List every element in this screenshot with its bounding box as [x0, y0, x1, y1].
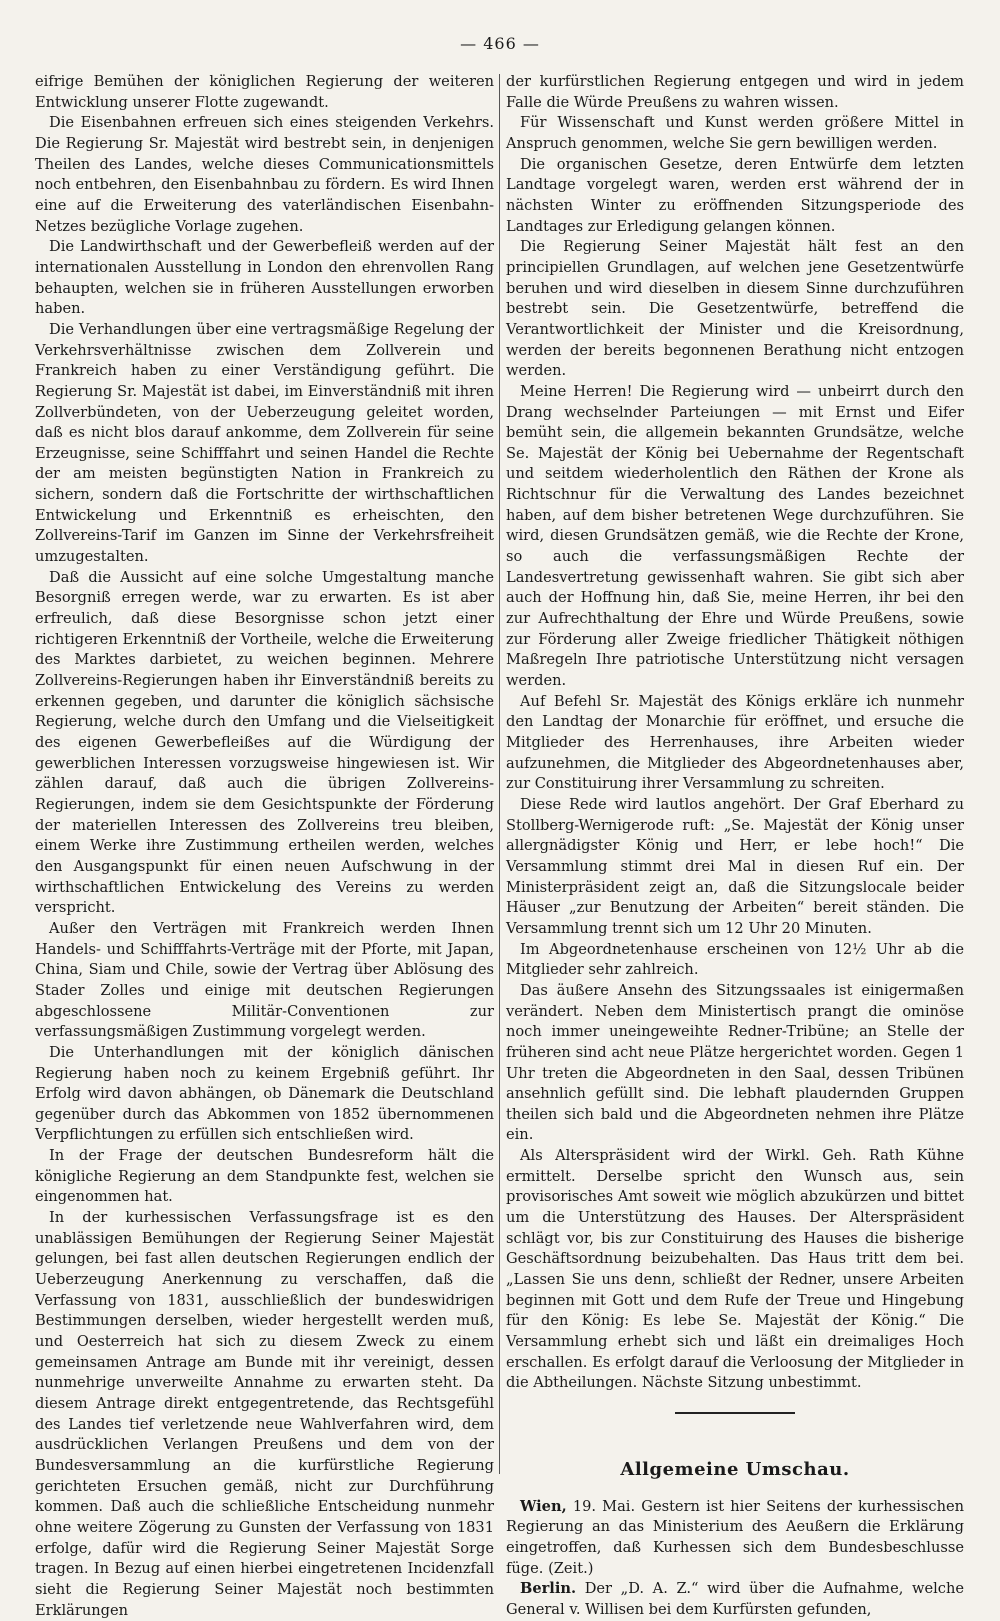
paragraph: Meine Herren! Die Regierung wird — unbeirrt durch den Drang wechselnder Parteiungen — mit Ernst und Eifer bemüht sein, die allgemein bekannten Grundsätze, welche Se. Majestät der König bei Uebernahme der Regentschaft und seitdem wiederholentlich den Räthen der Krone als Richtschnur für die Verwaltung des Landes bezeichnet haben, auf dem bisher betretenen Wege durchzuführen. Sie wird, diesen Grundsätzen gemäß, wie die Rechte der Krone, so auch die verfassungsmäßigen Rechte der Landesvertretung gewissenhaft wahren. Sie gibt sich aber auch der Hoffnung hin, daß Sie, meine Herren, ihr bei den zur Aufrechthaltung der Ehre und Würde Preußens, sowie zur Förderung aller Zweige friedlicher Thätigkeit nöthigen Maßregeln Ihre patriotische Unterstützung nicht versagen werden.	[506, 382, 964, 690]
paragraph: Daß die Aussicht auf eine solche Umgestaltung manche Besorgniß erregen werde, war zu erwarten. Es ist aber erfreulich, daß diese Besorgnisse schon jetzt einer richtigeren Erkenntniß der Vortheile, welche die Erweiterung des Marktes darbietet, zu weichen beginnen. Mehrere Zollvereins-Regierungen haben ihr Einverständniß bereits zu erkennen gegeben, und darunter die königlich sächsische Regierung, welche durch den Umfang und die Vielseitigkeit des eigenen Gewerbefleißes auf die Würdigung der gewerblichen Interessen vorzugsweise hingewiesen ist. Wir zählen darauf, daß auch die übrigen Zollvereins-Regierungen, indem sie dem Gesichtspunkte der Förderung der materiellen Interessen des Zollvereins treu bleiben, einem Werke ihre Zustimmung ertheilen werden, welches den Ausgangspunkt für einen neuen Aufschwung in der wirthschaftlichen Entwickelung des Vereins zu werden verspricht.	[35, 568, 494, 917]
news-item	[506, 1579, 964, 1620]
news-text: Gestern ist hier Seitens der kurhessischen Regierung an das Ministerium des Aeußern die Erklärung eingetroffen, daß Kurhessen sich dem Bundesbeschlusse füge.	[506, 1497, 965, 1577]
news-place: Berlin.	[520, 1580, 577, 1598]
column-divider	[499, 74, 500, 1474]
section-separator	[675, 1412, 795, 1414]
paragraph: Außer den Verträgen mit Frankreich werden Ihnen Handels- und Schifffahrts-Verträge mit der Pforte, mit Japan, China, Siam und Chile, sowie der Vertrag über Ablösung des Stader Zolles und einige mit deutschen Regierungen abgeschlossene Militär-Conventionen zur verfassungsmäßigen Zustimmung vorgelegt werden.	[35, 919, 494, 1041]
paragraph: Die Unterhandlungen mit der königlich dänischen Regierung haben noch zu keinem Ergebniß geführt. Ihr Erfolg wird davon abhängen, ob Dänemark die Deutschland gegenüber durch das Abkommen von 1852 übernommenen Verpflichtungen zu erfüllen sich entschließen wird.	[35, 1043, 494, 1144]
paragraph: der kurfürstlichen Regierung entgegen und wird in jedem Falle die Würde Preußens zu wahren wissen.	[506, 73, 964, 111]
news-item	[506, 1497, 964, 1580]
paragraph: eifrige Bemühen der königlichen Regierung der weiteren Entwicklung unserer Flotte zugewandt.	[35, 73, 494, 111]
paragraph: Auf Befehl Sr. Majestät des Königs erkläre ich nunmehr den Landtag der Monarchie für eröffnet, und ersuche die Mitglieder des Herrenhauses, ihre Arbeiten wieder aufzunehmen, die Mitglieder des Abgeordnetenhauses aber, zur Constituirung ihrer Versammlung zu schreiten.	[506, 692, 964, 793]
news-text: Der „D. A. Z.“ wird über die Aufnahme, welche General v. Willisen bei dem Kurfürsten gefunden,	[506, 1580, 964, 1618]
news-source: (Zeit.)	[548, 1559, 594, 1577]
news-date: 19. Mai.	[572, 1497, 636, 1515]
paragraph: Das äußere Ansehn des Sitzungssaales ist einigermaßen verändert. Neben dem Ministertisch prangt die ominöse noch immer uneingeweihte Redner-Tribüne; an Stelle der früheren sind acht neue Plätze hergerichtet worden. Gegen 1 Uhr treten die Abgeordneten in den Saal, dessen Tribünen ansehnlich gefüllt sind. Die lebhaft plaudernden Gruppen theilen sich bald und die Abgeordneten nehmen ihre Plätze ein.	[506, 981, 964, 1144]
paragraph: Die organischen Gesetze, deren Entwürfe dem letzten Landtage vorgelegt waren, werden erst während der in nächsten Winter zu eröffnenden Sitzungsperiode des Landtages zur Erledigung gelangen können.	[506, 155, 964, 235]
paragraph: Diese Rede wird lautlos angehört. Der Graf Eberhard zu Stollberg-Wernigerode ruft: „Se. Majestät der König unser allergnädigster König und Herr, er lebe hoch!“ Die Versammlung stimmt drei Mal in diesen Ruf ein. Der Ministerpräsident zeigt an, daß die Sitzungslocale beider Häuser „zur Benutzung der Arbeiten“ bereit ständen. Die Versammlung trennt sich um 12 Uhr 20 Minuten.	[506, 795, 964, 937]
paragraph: Für Wissenschaft und Kunst werden größere Mittel in Anspruch genommen, welche Sie gern bewilligen werden.	[506, 114, 964, 152]
section-heading: Allgemeine Umschau.	[620, 1459, 850, 1480]
left-column	[35, 72, 494, 1619]
paragraph: In der Frage der deutschen Bundesreform hält die königliche Regierung an dem Standpunkte fest, welchen sie eingenommen hat.	[35, 1147, 494, 1206]
news-place: Wien,	[520, 1497, 567, 1515]
paragraph: Die Landwirthschaft und der Gewerbefleiß werden auf der internationalen Ausstellung in London den ehrenvollen Rang behaupten, welchen sie in früheren Ausstellungen erworben haben.	[35, 238, 494, 318]
paragraph: Als Alterspräsident wird der Wirkl. Geh. Rath Kühne ermittelt. Derselbe spricht den Wunsch aus, sein provisorisches Amt soweit wie möglich abzukürzen und bittet um die Unterstützung des Hauses. Der Alterspräsident schlägt vor, bis zur Constituirung des Hauses die bisherige Geschäftsordnung beizubehalten. Das Haus tritt dem bei. „Lassen Sie uns denn, schließt der Redner, unsere Arbeiten beginnen mit Gott und dem Rufe der Treue und Hingebung für den König: Es lebe Se. Majestät der König.“ Die Versammlung erhebt sich und läßt ein dreimaliges Hoch erschallen. Es erfolgt darauf die Verloosung der Mitglieder in die Abtheilungen. Nächste Sitzung unbestimmt.	[506, 1147, 964, 1392]
paragraph: Die Verhandlungen über eine vertragsmäßige Regelung der Verkehrsverhältnisse zwischen dem Zollverein und Frankreich haben zu einer Verständigung geführt. Die Regierung Sr. Majestät ist dabei, im Einverständniß mit ihren Zollverbündeten, von der Ueberzeugung geleitet worden, daß es nicht blos darauf ankomme, dem Zollverein für seine Erzeugnisse, seine Schifffahrt und seinen Handel die Rechte der am meisten begünstigten Nation in Frankreich zu sichern, sondern daß die Fortschritte der wirthschaftlichen Entwickelung und Erkenntniß es erheischten, den Zollvereins-Tarif im Ganzen im Sinne der Verkehrsfreiheit umzugestalten.	[35, 320, 494, 566]
paragraph: Die Eisenbahnen erfreuen sich eines steigenden Verkehrs. Die Regierung Sr. Majestät wird bestrebt sein, in denjenigen Theilen des Landes, welche dieses Communicationsmittels noch entbehren, den Eisenbahnbau zu fördern. Es wird Ihnen eine auf die Erweiterung des vaterländischen Eisenbahn-Netzes bezügliche Vorlage zugehen.	[35, 114, 494, 235]
right-column	[506, 72, 965, 1618]
paragraph: In der kurhessischen Verfassungsfrage ist es den unablässigen Bemühungen der Regierung Seiner Majestät gelungen, bei fast allen deutschen Regierungen endlich der Ueberzeugung Anerkennung zu verschaffen, daß die Verfassung von 1831, ausschließlich der bundeswidrigen Bestimmungen derselben, wieder hergestellt werden muß, und Oesterreich hat sich zu diesem Zweck zu einem gemeinsamen Antrage am Bunde mit ihr vereinigt, dessen nunmehrige unverweilte Annahme zu erwarten steht. Da diesem Antrage direkt entgegentretende, das Rechtsgefühl des Landes tief verletzende neue Wahlverfahren wird, dem ausdrücklichen Verlangen Preußens und dem von der Bundesversammlung an die kurfürstliche Regierung gerichteten Ersuchen gemäß, nicht zur Durchführung kommen. Daß auch die schließliche Entscheidung nunmehr ohne weitere Zögerung zu Gunsten der Verfassung von 1831 erfolge, dafür wird die Regierung Seiner Majestät Sorge tragen. In Bezug auf einen hierbei eingetretenen Incidenzfall sieht die Regierung Seiner Majestät noch bestimmten Erklärungen	[35, 1209, 494, 1619]
paragraph: Im Abgeordnetenhause erscheinen von 12½ Uhr ab die Mitglieder sehr zahlreich.	[506, 940, 964, 979]
paragraph: Die Regierung Seiner Majestät hält fest an den principiellen Grundlagen, auf welchen jene Gesetzentwürfe beruhen und wird dieselben in diesem Sinne durchzuführen bestrebt sein. Die Gesetzentwürfe, betreffend die Verantwortlichkeit der Minister und die Kreisordnung, werden der bereits begonnenen Berathung nicht entzogen werden.	[506, 238, 964, 380]
page-number: — 466 —	[460, 34, 540, 53]
